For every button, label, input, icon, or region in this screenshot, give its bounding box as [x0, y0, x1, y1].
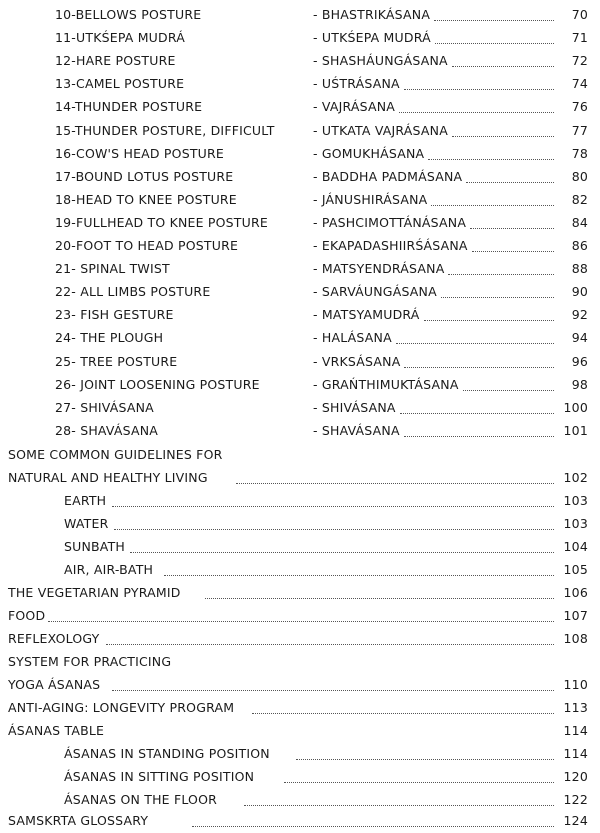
dot-leader: [466, 182, 554, 183]
dot-leader: [244, 805, 554, 806]
dot-leader: [400, 413, 554, 414]
page-number: 101: [563, 422, 588, 438]
page-number: 114: [563, 723, 588, 738]
asana-sanskrit-name: - GOMUKHÁSANA: [313, 145, 425, 161]
asana-sanskrit-name: - MATSYENDRÁSANA: [313, 261, 445, 277]
page-number: 88: [571, 261, 588, 277]
dot-leader: [252, 713, 554, 714]
page-number: 84: [571, 214, 588, 230]
toc-label: ANTI-AGING: LONGEVITY PROGRAM: [8, 700, 235, 715]
page-number: 77: [571, 122, 588, 138]
toc-entry-earth: [0, 490, 600, 512]
dot-leader: [106, 644, 554, 645]
asana-english-name: 18-HEAD TO KNEE POSTURE: [55, 191, 237, 207]
dot-leader: [48, 621, 554, 622]
page-number: 104: [563, 539, 588, 554]
asana-row: [0, 189, 600, 211]
asana-english-name: 22- ALL LIMBS POSTURE: [55, 284, 211, 300]
asana-english-name: 28- SHAVÁSANA: [55, 422, 158, 438]
asana-english-name: 11-UTKŚEPA MUDRÁ: [55, 30, 185, 46]
asana-row: [0, 4, 600, 26]
toc-entry-reflexology: [0, 628, 600, 650]
dot-leader: [205, 598, 554, 599]
asana-english-name: 15-THUNDER POSTURE, DIFFICULT: [55, 122, 275, 138]
toc-entry-system: [0, 674, 600, 696]
asana-row: [0, 304, 600, 326]
dot-leader: [112, 506, 554, 507]
asana-row: [0, 166, 600, 188]
dot-leader: [404, 436, 554, 437]
page-number: 110: [563, 677, 588, 692]
page-number: 107: [563, 608, 588, 623]
toc-entry-sitting: [0, 766, 600, 788]
page-number: 106: [563, 585, 588, 600]
asana-sanskrit-name: - HALÁSANA: [313, 330, 392, 346]
page-number: 76: [571, 99, 588, 115]
toc-entry-air: [0, 559, 600, 581]
asana-sanskrit-name: - BHASTRIKÁSANA: [313, 7, 431, 22]
toc-label: FOOD: [8, 608, 46, 623]
dot-leader: [404, 89, 554, 90]
asana-sanskrit-name: - MATSYAMUDRÁ: [313, 307, 420, 323]
toc-label: SUNBATH: [64, 539, 126, 554]
asana-row: [0, 397, 600, 419]
asana-sanskrit-name: - SHIVÁSANA: [313, 399, 396, 415]
dot-leader: [434, 20, 554, 21]
asana-sanskrit-name: - VRKSÁSANA: [313, 353, 401, 369]
toc-entry-antiaging: [0, 697, 600, 719]
asana-row: [0, 374, 600, 396]
dot-leader: [470, 228, 554, 229]
dot-leader: [424, 320, 554, 321]
toc-entry-floor: [0, 789, 600, 811]
dot-leader: [396, 343, 554, 344]
dot-leader: [431, 205, 554, 206]
asana-english-name: 25- TREE POSTURE: [55, 353, 178, 369]
asana-english-name: 13-CAMEL POSTURE: [55, 76, 185, 92]
toc-entry-water: [0, 513, 600, 535]
toc-label: REFLEXOLOGY: [8, 631, 100, 646]
page-number: 105: [563, 562, 588, 577]
toc-label: WATER: [64, 516, 109, 531]
dot-leader: [236, 483, 554, 484]
toc-label: ÁSANAS IN SITTING POSITION: [64, 769, 255, 784]
asana-row: [0, 420, 600, 442]
page-number: 82: [571, 191, 588, 207]
page-number: 102: [563, 470, 588, 485]
page-number: 71: [571, 30, 588, 46]
toc-label: EARTH: [64, 493, 107, 508]
page-number: 86: [571, 238, 588, 253]
page-number: 108: [563, 631, 588, 646]
dot-leader: [463, 390, 554, 391]
dot-leader: [296, 759, 554, 760]
asana-row: [0, 258, 600, 280]
asana-sanskrit-name: - UTKŚEPA MUDRÁ: [313, 30, 431, 46]
asana-sanskrit-name: - PASHCIMOTTÁNÁSANA: [313, 214, 467, 230]
toc-entry-standing: [0, 743, 600, 765]
page-number: 78: [571, 145, 588, 161]
toc-label: ÁSANAS ON THE FLOOR: [64, 792, 218, 807]
dot-leader: [284, 782, 554, 783]
dot-leader: [164, 575, 554, 576]
asana-sanskrit-name: - SARVÁUNGÁSANA: [313, 284, 437, 300]
dot-leader: [399, 112, 554, 113]
page-number: 103: [563, 516, 588, 531]
asana-row: [0, 73, 600, 95]
page-number: 70: [571, 7, 588, 22]
page-number: 100: [563, 399, 588, 415]
asana-english-name: 27- SHIVÁSANA: [55, 399, 154, 415]
asana-sanskrit-name: - VAJRÁSANA: [313, 99, 396, 115]
dot-leader: [130, 552, 554, 553]
page-number: 90: [571, 284, 588, 300]
asana-english-name: 26- JOINT LOOSENING POSTURE: [55, 376, 260, 392]
dot-leader: [428, 159, 554, 160]
asana-english-name: 12-HARE POSTURE: [55, 53, 176, 69]
asana-sanskrit-name: - SHAVÁSANA: [313, 422, 400, 438]
dot-leader: [472, 251, 554, 252]
asana-english-name: 20-FOOT TO HEAD POSTURE: [55, 238, 239, 253]
asana-sanskrit-name: - SHASHÁUNGÁSANA: [313, 53, 448, 69]
dot-leader: [452, 136, 554, 137]
toc-label: AIR, AIR-BATH: [64, 562, 154, 577]
page-number: 94: [571, 330, 588, 346]
toc-label: SYSTEM FOR PRACTICING: [8, 654, 172, 669]
asana-row: [0, 212, 600, 234]
dot-leader: [404, 367, 554, 368]
asana-row: [0, 281, 600, 303]
page-number: 96: [571, 353, 588, 369]
page-number: 124: [563, 813, 588, 828]
toc-label: ÁSANAS TABLE: [8, 723, 105, 738]
toc-entry-guidelines: [0, 467, 600, 489]
page-number: 74: [571, 76, 588, 92]
asana-row: [0, 351, 600, 373]
toc-entry-pyramid: [0, 582, 600, 604]
asana-sanskrit-name: - BADDHA PADMÁSANA: [313, 168, 463, 184]
asana-row: [0, 50, 600, 72]
asana-english-name: 24- THE PLOUGH: [55, 330, 164, 346]
dot-leader: [435, 43, 554, 44]
asana-english-name: 17-BOUND LOTUS POSTURE: [55, 168, 234, 184]
dot-leader: [441, 297, 554, 298]
page-number: 98: [571, 376, 588, 392]
toc-entry-food: [0, 605, 600, 627]
asana-english-name: 14-THUNDER POSTURE: [55, 99, 203, 115]
asana-row: [0, 120, 600, 142]
asana-sanskrit-name: - EKAPADASHIIRŚÁSANA: [313, 238, 468, 253]
toc-entry-asanas-table: [0, 720, 600, 742]
asana-row: [0, 27, 600, 49]
dot-leader: [112, 690, 554, 691]
dot-leader: [452, 66, 554, 67]
toc-label: THE VEGETARIAN PYRAMID: [8, 585, 181, 600]
toc-entry-system-title: [0, 651, 600, 673]
toc-label: YOGA ÁSANAS: [8, 677, 101, 692]
toc-label: NATURAL AND HEALTHY LIVING: [8, 470, 208, 485]
toc-label: SAMSKRTA GLOSSARY: [8, 813, 149, 828]
page-number: 114: [563, 746, 588, 761]
toc-entry-glossary: [0, 810, 600, 832]
asana-sanskrit-name: - UTKATA VAJRÁSANA: [313, 122, 448, 138]
asana-sanskrit-name: - GRAŃTHIMUKTÁSANA: [313, 376, 459, 392]
page-number: 113: [563, 700, 588, 715]
asana-english-name: 21- SPINAL TWIST: [55, 261, 170, 277]
toc-label: SOME COMMON GUIDELINES FOR: [8, 447, 223, 462]
asana-sanskrit-name: - UŚTRÁSANA: [313, 76, 400, 92]
page-number: 122: [563, 792, 588, 807]
dot-leader: [192, 826, 554, 827]
dot-leader: [448, 274, 554, 275]
page-number: 103: [563, 493, 588, 508]
page-number: 120: [563, 769, 588, 784]
asana-english-name: 19-FULLHEAD TO KNEE POSTURE: [55, 214, 268, 230]
asana-row: [0, 235, 600, 257]
toc-entry-sunbath: [0, 536, 600, 558]
asana-row: [0, 327, 600, 349]
asana-english-name: 23- FISH GESTURE: [55, 307, 174, 323]
page-number: 72: [571, 53, 588, 69]
asana-english-name: 10-BELLOWS POSTURE: [55, 7, 202, 22]
dot-leader: [114, 529, 554, 530]
asana-row: [0, 96, 600, 118]
toc-label: ÁSANAS IN STANDING POSITION: [64, 746, 270, 761]
asana-sanskrit-name: - JÁNUSHIRÁSANA: [313, 191, 428, 207]
toc-entry-guidelines-title: [0, 444, 600, 466]
page-number: 80: [571, 168, 588, 184]
page-number: 92: [571, 307, 588, 323]
asana-english-name: 16-COW'S HEAD POSTURE: [55, 145, 225, 161]
asana-row: [0, 143, 600, 165]
